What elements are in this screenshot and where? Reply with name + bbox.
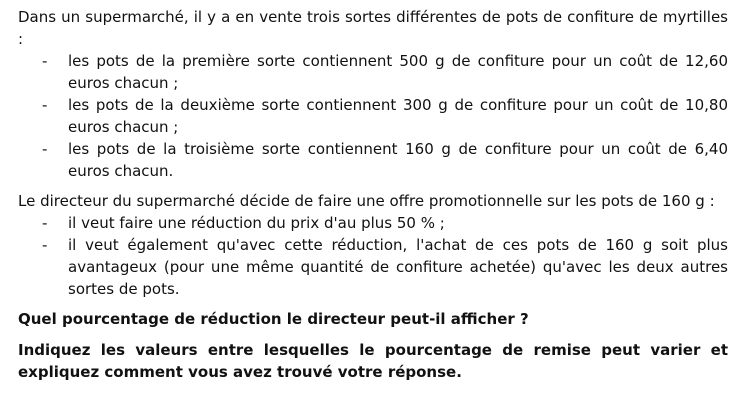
list-dash: - — [42, 236, 48, 254]
promotion-conditions-list — [18, 212, 728, 300]
list-dash: - — [42, 96, 48, 114]
list-item-text: les pots de la première sorte contiennent 500 g de confiture pour un coût de 12,60 euros chacun ; — [68, 52, 728, 92]
list-dash: - — [42, 214, 48, 232]
list-item-text: les pots de la troisième sorte contiennent 160 g de confiture pour un coût de 6,40 euros chacun. — [68, 140, 728, 180]
list-item-text: les pots de la deuxième sorte contiennent 300 g de confiture pour un coût de 10,80 euros chacun ; — [68, 96, 728, 136]
list-item — [18, 50, 728, 94]
list-item — [18, 138, 728, 182]
list-item — [18, 212, 728, 234]
list-item-text: il veut également qu'avec cette réduction, l'achat de ces pots de 160 g soit plus avantageux (pour une même quantité de confiture achetée) qu'avec les deux autres sortes de pots. — [68, 236, 728, 298]
list-item — [18, 234, 728, 300]
list-item-text: il veut faire une réduction du prix d'au plus 50 % ; — [68, 214, 445, 232]
question-1: Quel pourcentage de réduction le directeur peut-il afficher ? — [18, 310, 529, 328]
list-dash: - — [42, 140, 48, 158]
jar-types-list — [18, 50, 728, 182]
intro-paragraph: Dans un supermarché, il y a en vente trois sortes différentes de pots de confiture de myrtilles : — [18, 8, 728, 48]
list-item — [18, 94, 728, 138]
list-dash: - — [42, 52, 48, 70]
question-2: Indiquez les valeurs entre lesquelles le pourcentage de remise peut varier et expliquez comment vous avez trouvé votre réponse. — [18, 341, 728, 381]
promotion-paragraph: Le directeur du supermarché décide de faire une offre promotionnelle sur les pots de 160 g : — [18, 192, 715, 210]
